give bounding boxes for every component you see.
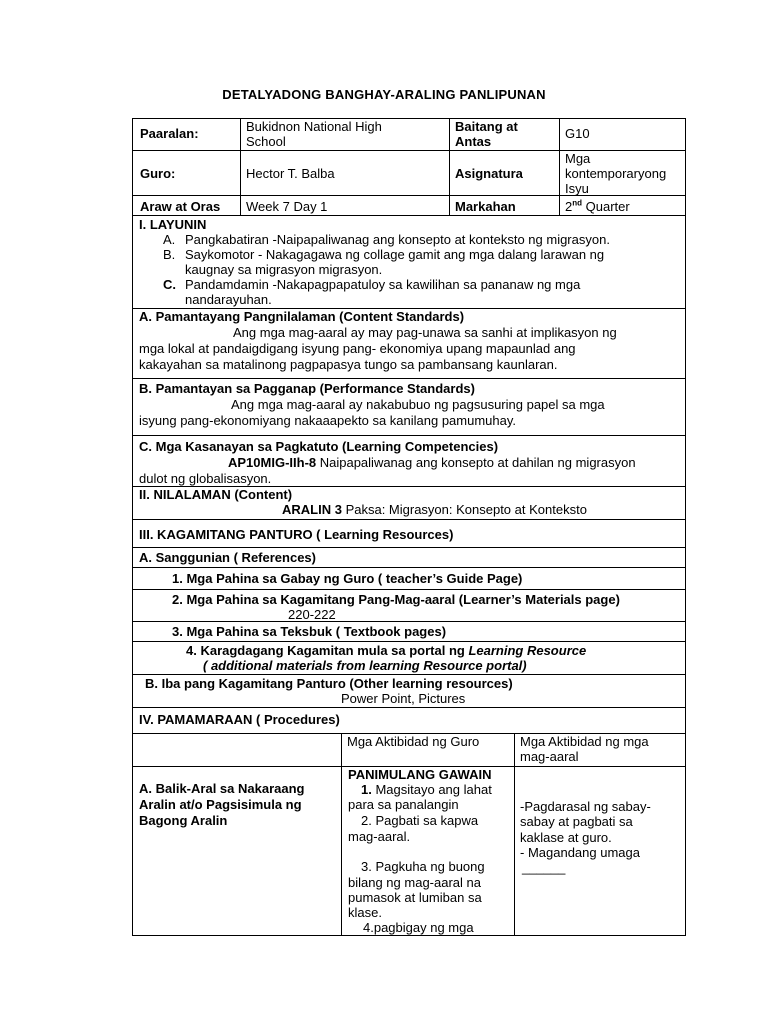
markahan-label: Markahan bbox=[455, 199, 516, 214]
content-standards-line1: Ang mga mag-aaral ay may pag-unawa sa sanhi at implikasyon ng bbox=[233, 325, 617, 340]
sanggunian-item-4-line2: ( additional materials from learning Resource portal) bbox=[203, 658, 527, 673]
guro-activity-1-line2: para sa panalangin bbox=[348, 797, 459, 812]
baitang-label-line1: Baitang at bbox=[455, 119, 518, 134]
sanggunian-item-3: 3. Mga Pahina sa Teksbuk ( Textbook pages) bbox=[172, 624, 447, 639]
content-standards-line2: mga lokal at pandaigdigang isyung pang- ekonomiya upang mapaunlad ang bbox=[139, 341, 576, 356]
sanggunian-item-2: 2. Mga Pahina sa Kagamitang Pang-Mag-aaral (Learner’s Materials page) bbox=[172, 592, 620, 607]
guro-value: Hector T. Balba bbox=[246, 166, 335, 181]
sanggunian-heading: A. Sanggunian ( References) bbox=[139, 550, 316, 565]
guro-activity-3-line2: bilang ng mag-aaral na bbox=[348, 875, 481, 890]
sanggunian-item-4-line1: 4. Karagdagang Kagamitan mula sa portal ng Learning Resource bbox=[186, 643, 587, 658]
layunin-b-text-line2: kaugnay sa migrasyon migrasyon. bbox=[185, 262, 383, 277]
guro-activity-2-line2: mag-aaral. bbox=[348, 829, 411, 844]
mag-aaral-activity-line1: -Pagdarasal ng sabay- bbox=[520, 799, 651, 814]
performance-standards-line1: Ang mga mag-aaral ay nakabubuo ng pagsusuring papel sa mga bbox=[231, 397, 605, 412]
nilalaman-heading: II. NILALAMAN (Content) bbox=[139, 487, 293, 502]
nilalaman-aralin: ARALIN 3 Paksa: Migrasyon: Konsepto at Konteksto bbox=[282, 502, 587, 517]
col-header-guro: Mga Aktibidad ng Guro bbox=[347, 734, 480, 749]
sanggunian-item-2-value: 220-222 bbox=[288, 607, 336, 622]
guro-activity-4: 4.pagbigay ng mga bbox=[363, 920, 474, 935]
mag-aaral-activity-line2: sabay at pagbati sa bbox=[520, 814, 633, 829]
layunin-b-marker: B. bbox=[163, 247, 176, 262]
guro-activity-3: 3. Pagkuha ng buong bbox=[361, 859, 485, 874]
asignatura-value-line3: Isyu bbox=[565, 181, 589, 196]
paaralan-value-line1: Bukidnon National High bbox=[246, 119, 382, 134]
step-a-line1: A. Balik-Aral sa Nakaraang bbox=[139, 781, 305, 796]
guro-activity-1: 1. Magsitayo ang lahat bbox=[361, 782, 492, 797]
step-a-line3: Bagong Aralin bbox=[139, 813, 228, 828]
layunin-b-text-line1: Saykomotor - Nakagagawa ng collage gamit ang mga dalang larawan ng bbox=[185, 247, 605, 262]
competency-code: AP10MIG-IIh-8 bbox=[228, 455, 317, 470]
baitang-value: G10 bbox=[565, 126, 590, 141]
col-header-mag-aaral-line2: mag-aaral bbox=[520, 749, 579, 764]
iba-pang-kagamitan-value: Power Point, Pictures bbox=[341, 691, 466, 706]
pamamaraan-heading: IV. PAMAMARAAN ( Procedures) bbox=[139, 712, 340, 727]
paaralan-label: Paaralan: bbox=[140, 126, 199, 141]
araw-value: Week 7 Day 1 bbox=[246, 199, 328, 214]
layunin-c-marker: C. bbox=[163, 277, 176, 292]
content-standards-line3: kakayahan sa matalinong pagpapasya tungo sa pambansang kaunlaran. bbox=[139, 357, 558, 372]
asignatura-value-line1: Mga bbox=[565, 151, 591, 166]
performance-standards-heading: B. Pamantayan sa Pagganap (Performance Standards) bbox=[139, 381, 475, 396]
layunin-a-text: Pangkabatiran -Naipapaliwanag ang konsepto at konteksto ng migrasyon. bbox=[185, 232, 610, 247]
layunin-c-text-line2: nandarayuhan. bbox=[185, 292, 272, 307]
iba-pang-kagamitan-heading: B. Iba pang Kagamitang Panturo (Other learning resources) bbox=[145, 676, 513, 691]
document-title: DETALYADONG BANGHAY-ARALING PANLIPUNAN bbox=[222, 87, 546, 102]
competencies-heading: C. Mga Kasanayan sa Pagkatuto (Learning Competencies) bbox=[139, 439, 499, 454]
layunin-c-text-line1: Pandamdamin -Nakapagpapatuloy sa kawilihan sa pananaw ng mga bbox=[185, 277, 581, 292]
step-a-line2: Aralin at/o Pagsisimula ng bbox=[139, 797, 302, 812]
guro-activity-2: 2. Pagbati sa kapwa bbox=[361, 813, 479, 828]
layunin-a-marker: A. bbox=[163, 232, 176, 247]
asignatura-value-line2: kontemporaryong bbox=[565, 166, 667, 181]
performance-standards-line2: isyung pang-ekonomiyang nakaaapekto sa kanilang pamumuhay. bbox=[139, 413, 517, 428]
markahan-superscript: nd bbox=[572, 198, 583, 208]
paaralan-value-line2: School bbox=[246, 134, 286, 149]
content-standards-heading: A. Pamantayang Pangnilalaman (Content Standards) bbox=[139, 309, 465, 324]
competencies-line1: AP10MIG-IIh-8 Naipapaliwanag ang konsepto at dahilan ng migrasyon bbox=[228, 455, 636, 470]
competencies-line2: dulot ng globalisasyon. bbox=[139, 471, 272, 486]
baitang-label-line2: Antas bbox=[455, 134, 492, 149]
guro-activity-3-line4: klase. bbox=[348, 905, 382, 920]
col-header-mag-aaral-line1: Mga Aktibidad ng mga bbox=[520, 734, 649, 749]
mag-aaral-activity-line4: - Magandang umaga bbox=[520, 845, 640, 860]
guro-activity-3-line3: pumasok at lumiban sa bbox=[348, 890, 482, 905]
sanggunian-item-1: 1. Mga Pahina sa Gabay ng Guro ( teacher’s Guide Page) bbox=[172, 571, 523, 586]
mag-aaral-activity-blank: ______ bbox=[522, 860, 566, 875]
kagamitan-heading: III. KAGAMITANG PANTURO ( Learning Resources) bbox=[139, 527, 454, 542]
mag-aaral-activity-line3: kaklase at guro. bbox=[520, 830, 612, 845]
araw-label: Araw at Oras bbox=[140, 199, 221, 214]
guro-label: Guro: bbox=[140, 166, 176, 181]
asignatura-label: Asignatura bbox=[455, 166, 523, 181]
markahan-value: 2nd Quarter bbox=[565, 198, 630, 214]
guro-activity-heading: PANIMULANG GAWAIN bbox=[348, 767, 492, 782]
layunin-heading: I. LAYUNIN bbox=[139, 217, 207, 232]
